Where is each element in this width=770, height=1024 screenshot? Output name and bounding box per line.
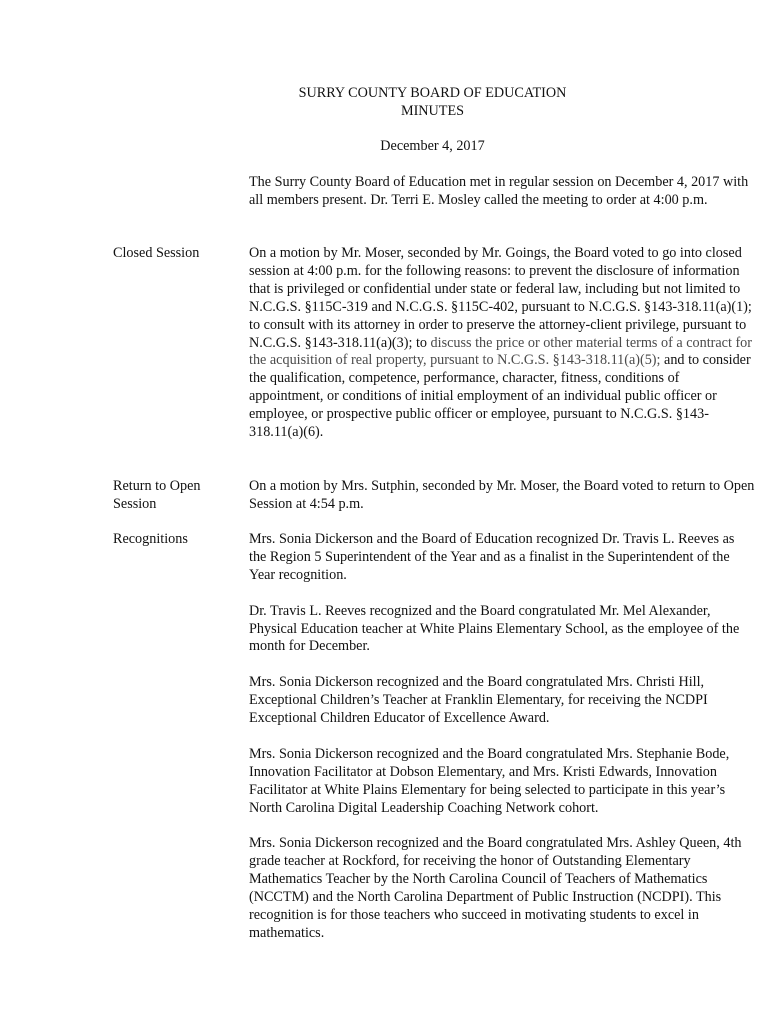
board-title: SURRY COUNTY BOARD OF EDUCATION	[298, 85, 567, 101]
closed-session-text-part2: discuss the price or other material terms of a contract for the acquisition of real property, pursuant to N.C.G.S. §143-318.11(a)(5);	[249, 334, 752, 369]
intro-paragraph: The Surry County Board of Education met in regular session on December 4, 2017 with all members present. Dr. Terri E. Mosley called the meeting to order at 4:00 p.m.	[249, 174, 749, 208]
closed-session-text-part1: On a motion by Mr. Moser, seconded by Mr. Goings, the Board voted to go into closed session at 4:00 p.m. for the following reasons: to prevent the disclosure of information that is privileged or confidential under state or federal law, including but not limited to N.C.G.S. §115C-319 and N.C.G.S. §115C-402, pursuant to N.C.G.S. §143-318.11(a)(1); to consult with its attorney in order to preserve the attorney-client privilege, pursuant to N.C.G.S. §143-318.11(a)(3); to	[249, 245, 752, 351]
meeting-date: December 4, 2017	[380, 138, 485, 154]
closed-session-label: Closed Session	[113, 245, 200, 261]
return-open-label: Return to Open Session	[113, 478, 201, 512]
return-open-body: On a motion by Mrs. Sutphin, seconded by Mr. Moser, the Board voted to return to Open Session at 4:54 p.m.	[249, 478, 755, 512]
recognition-paragraph: Mrs. Sonia Dickerson recognized and the Board congratulated Mrs. Stephanie Bode, Innovation Facilitator at Dobson Elementary, and Mrs. Kristi Edwards, Innovation Facilitator at White Plains Elementary for being selected to participate in this year’s North Carolina Digital Leadership Coaching Network cohort.	[249, 745, 730, 816]
recognition-paragraph: Mrs. Sonia Dickerson recognized and the Board congratulated Mrs. Ashley Queen, 4th grade teacher at Rockford, for receiving the honor of Outstanding Elementary Mathematics Teacher by the North Carolina Council of Teachers of Mathematics (NCCTM) and the North Carolina Department of Public Instruction (NCDPI). This recognition is for those teachers who succeed in motivating students to excel in mathematics.	[249, 835, 742, 941]
document-header	[0, 84, 770, 120]
recognition-paragraph: Mrs. Sonia Dickerson and the Board of Education recognized Dr. Travis L. Reeves as the Region 5 Superintendent of the Year and as a finalist in the Superintendent of the Year recognition.	[249, 531, 735, 583]
minutes-title: MINUTES	[400, 103, 465, 119]
recognition-paragraph: Dr. Travis L. Reeves recognized and the Board congratulated Mr. Mel Alexander, Physical Education teacher at White Plains Elementary School, as the employee of the month for December.	[249, 602, 740, 655]
recognitions-body	[249, 531, 755, 961]
closed-session-body	[249, 245, 755, 442]
recognitions-label: Recognitions	[113, 531, 188, 547]
recognition-paragraph: Mrs. Sonia Dickerson recognized and the Board congratulated Mrs. Christi Hill, Exceptional Children’s Teacher at Franklin Elementary, for receiving the NCDPI Exceptional Children Educator of Excellence Award.	[249, 674, 708, 727]
closed-session-text-part3: and to consider the qualification, competence, performance, character, fitness, conditions of appointment, or conditions of initial employment of an individual public officer or employee, or prospective public officer or employee, pursuant to N.C.G.S. §143-318.11(a)(6).	[249, 352, 751, 441]
